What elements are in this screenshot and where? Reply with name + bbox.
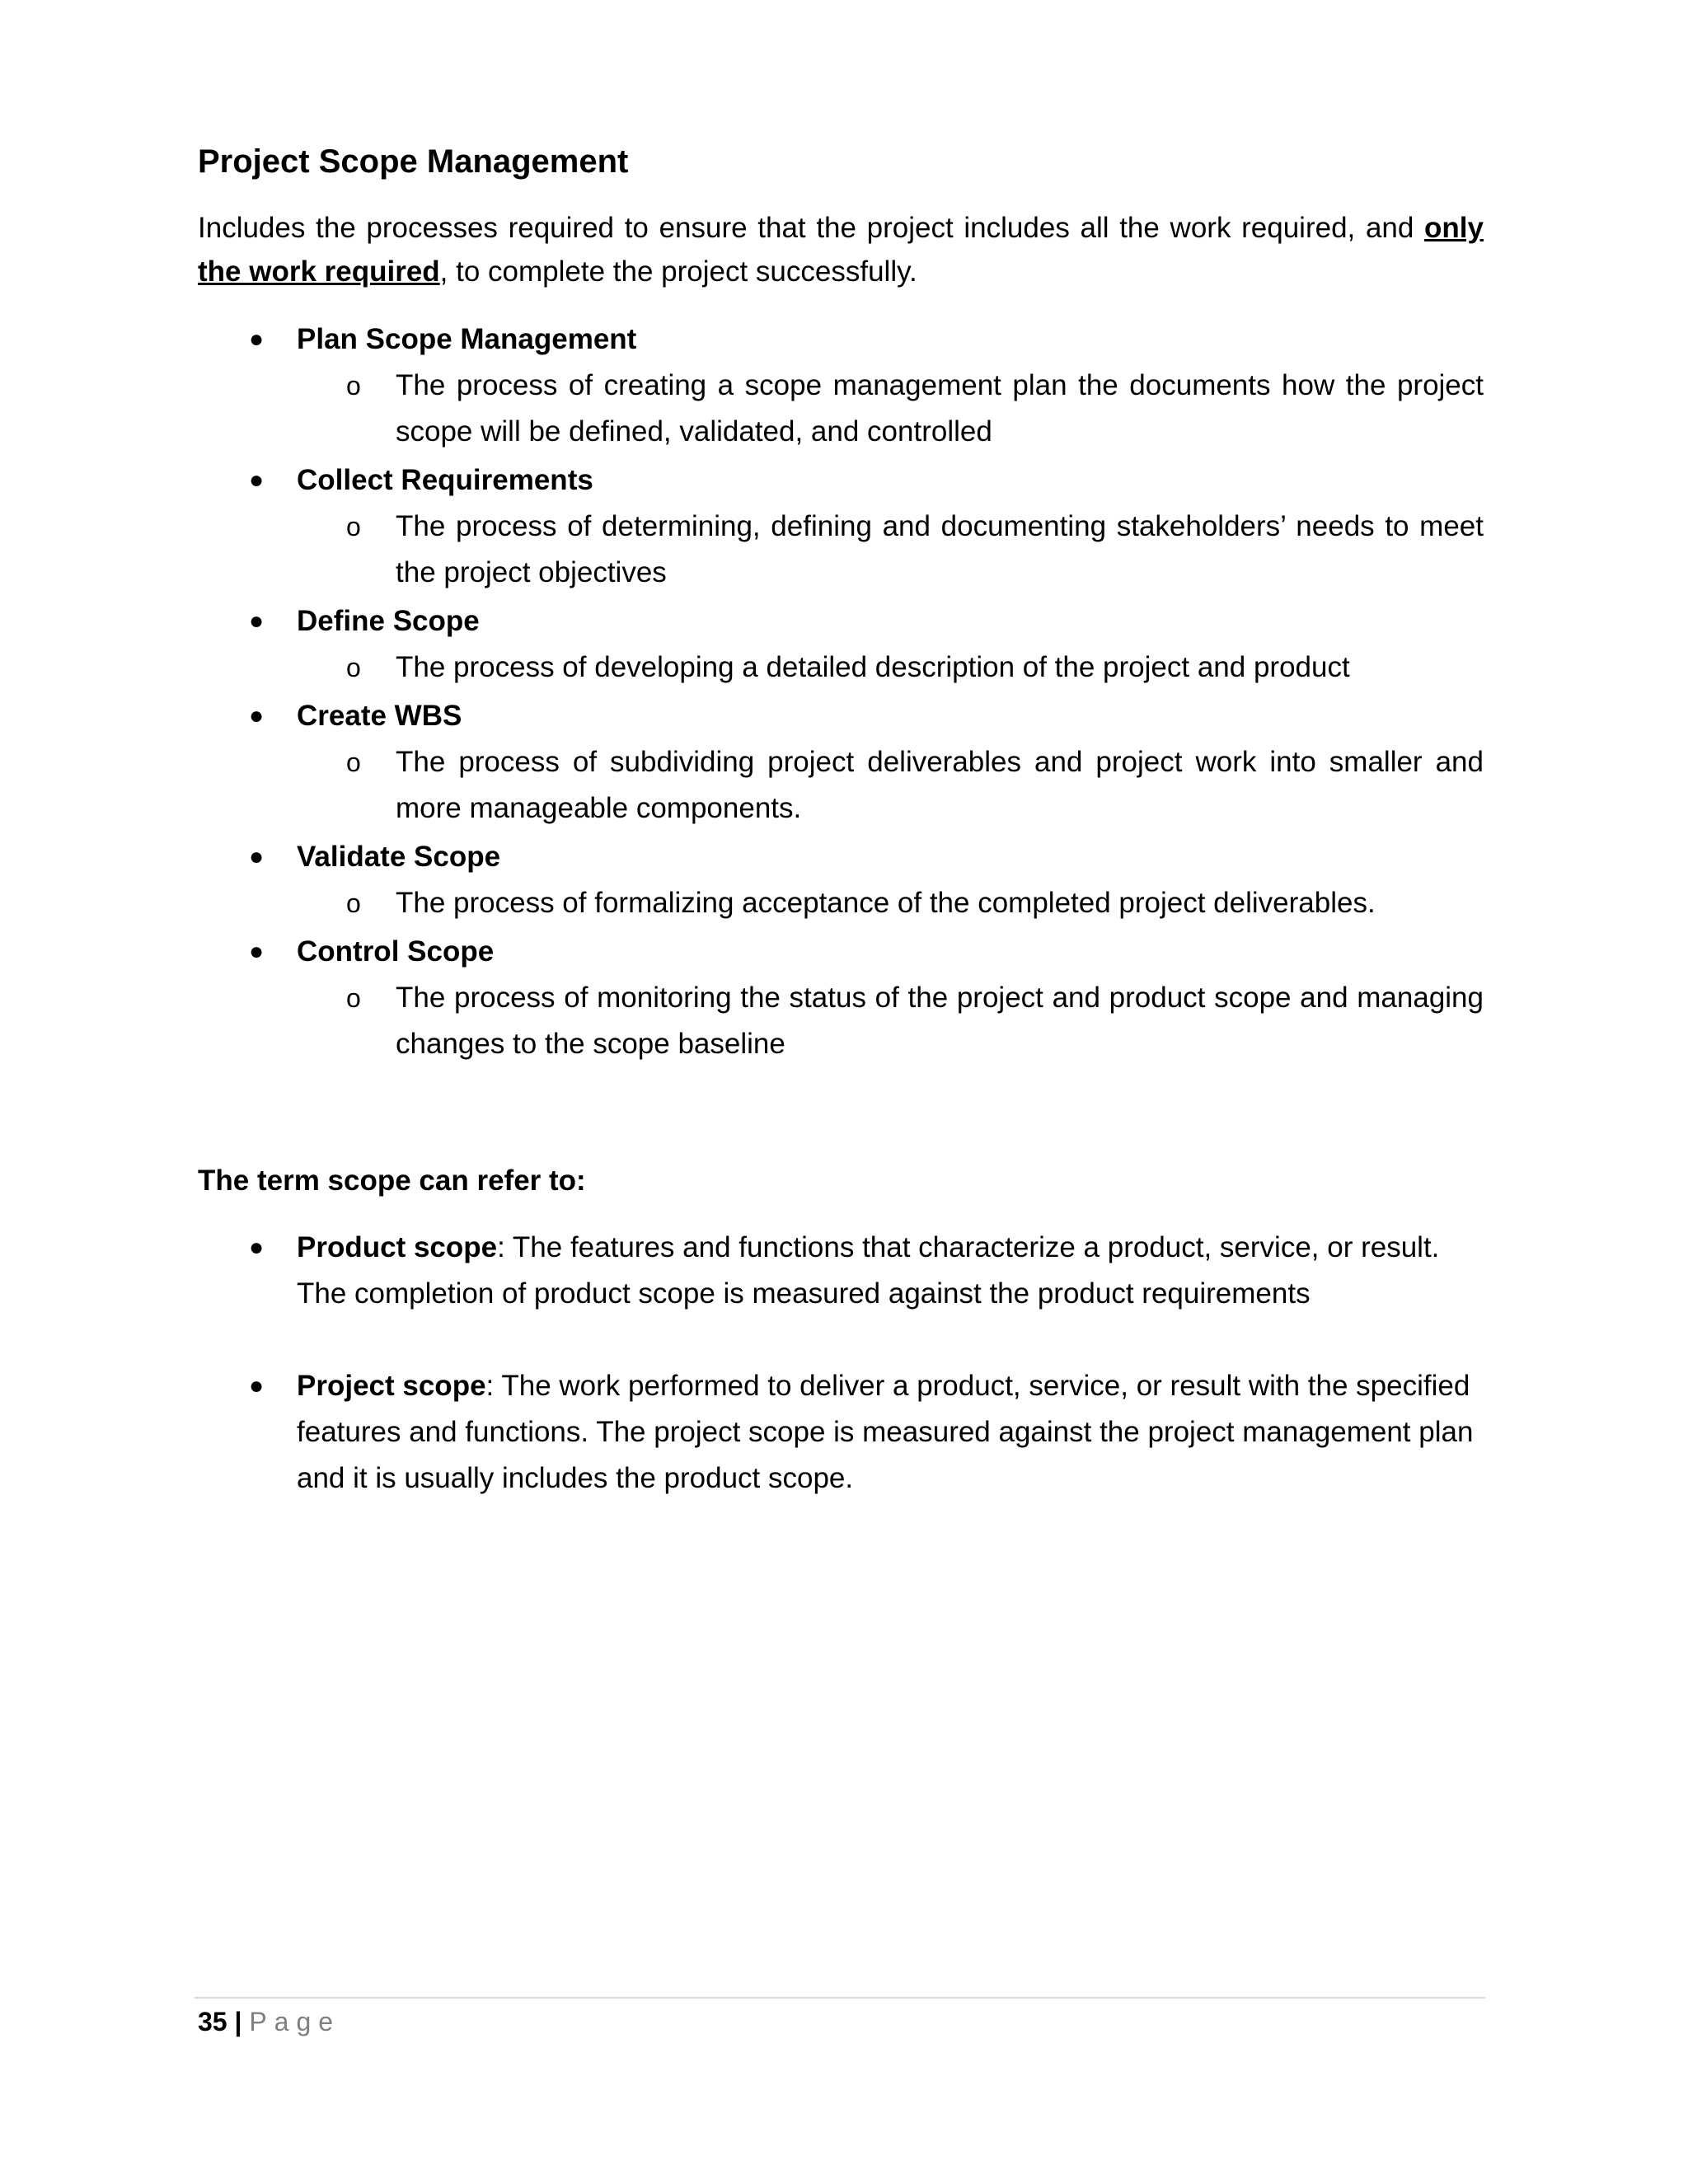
circle-bullet-icon: o <box>346 888 361 918</box>
process-name: Control Scope <box>297 935 495 968</box>
process-name: Define Scope <box>297 605 480 637</box>
process-description-text: The process of subdividing project deliverables and project work into smaller and more manageable components. <box>396 746 1484 824</box>
term-name: Product scope <box>297 1231 498 1263</box>
term-description: : The features and functions that characterize a product, service, or result. The completion of product scope is measured against the product requirements <box>297 1231 1440 1310</box>
term-heading: The term scope can refer to: <box>198 1165 586 1197</box>
process-description-text: The process of creating a scope management plan the documents how the project scope will be defined, validated, and controlled <box>396 369 1484 448</box>
process-description <box>297 739 1484 832</box>
process-description-text: The process of determining, defining and documenting stakeholders’ needs to meet the project objectives <box>396 510 1484 588</box>
footer-separator: | <box>234 2007 242 2036</box>
term-item <box>198 1225 1484 1317</box>
bullet-icon: ● <box>249 938 265 965</box>
process-name: Collect Requirements <box>297 464 593 496</box>
process-item <box>198 457 1484 596</box>
page-number: 35 <box>198 2007 227 2036</box>
circle-bullet-icon: o <box>346 653 361 682</box>
page-heading: Project Scope Management <box>198 143 629 180</box>
intro-paragraph <box>198 206 1484 293</box>
bullet-icon: ● <box>249 843 265 870</box>
process-item <box>198 598 1484 691</box>
process-item <box>198 693 1484 832</box>
process-description <box>297 880 1484 926</box>
process-description-text: The process of monitoring the status of the project and product scope and managing changes to the scope baseline <box>396 982 1484 1060</box>
term-item <box>198 1363 1484 1502</box>
process-name: Create WBS <box>297 700 462 732</box>
process-list <box>198 316 1484 1070</box>
bullet-icon: ● <box>249 326 265 353</box>
term-list <box>198 1225 1484 1548</box>
process-description <box>297 504 1484 596</box>
circle-bullet-icon: o <box>346 371 361 401</box>
bullet-icon: ● <box>249 466 265 494</box>
circle-bullet-icon: o <box>346 748 361 777</box>
circle-bullet-icon: o <box>346 512 361 541</box>
bullet-icon: ● <box>249 607 265 635</box>
page-label: Page <box>249 2007 341 2036</box>
term-description: : The work performed to deliver a product, service, or result with the specified features and functions. The project scope is measured against the project management plan and it is usually includes the product scope. <box>297 1370 1474 1494</box>
bullet-icon: ● <box>249 702 265 729</box>
process-item <box>198 929 1484 1067</box>
intro-emphasis: only the work required <box>198 212 1484 288</box>
process-description <box>297 363 1484 455</box>
process-name: Validate Scope <box>297 841 501 873</box>
intro-text-after: , to complete the project successfully. <box>439 255 917 288</box>
bullet-icon: ● <box>249 1234 265 1261</box>
term-name: Project scope <box>297 1370 486 1402</box>
process-description-text: The process of developing a detailed description of the project and product <box>396 651 1350 683</box>
process-name: Plan Scope Management <box>297 323 637 355</box>
circle-bullet-icon: o <box>346 983 361 1013</box>
process-description <box>297 975 1484 1067</box>
intro-text-before: Includes the processes required to ensure that the project includes all the work required, and <box>198 212 1425 244</box>
bullet-icon: ● <box>249 1372 265 1399</box>
process-description <box>297 644 1484 691</box>
process-item <box>198 834 1484 926</box>
process-item <box>198 316 1484 455</box>
process-description-text: The process of formalizing acceptance of the completed project deliverables. <box>396 887 1376 919</box>
footer-divider <box>195 1997 1485 1999</box>
page-footer <box>198 2001 340 2042</box>
